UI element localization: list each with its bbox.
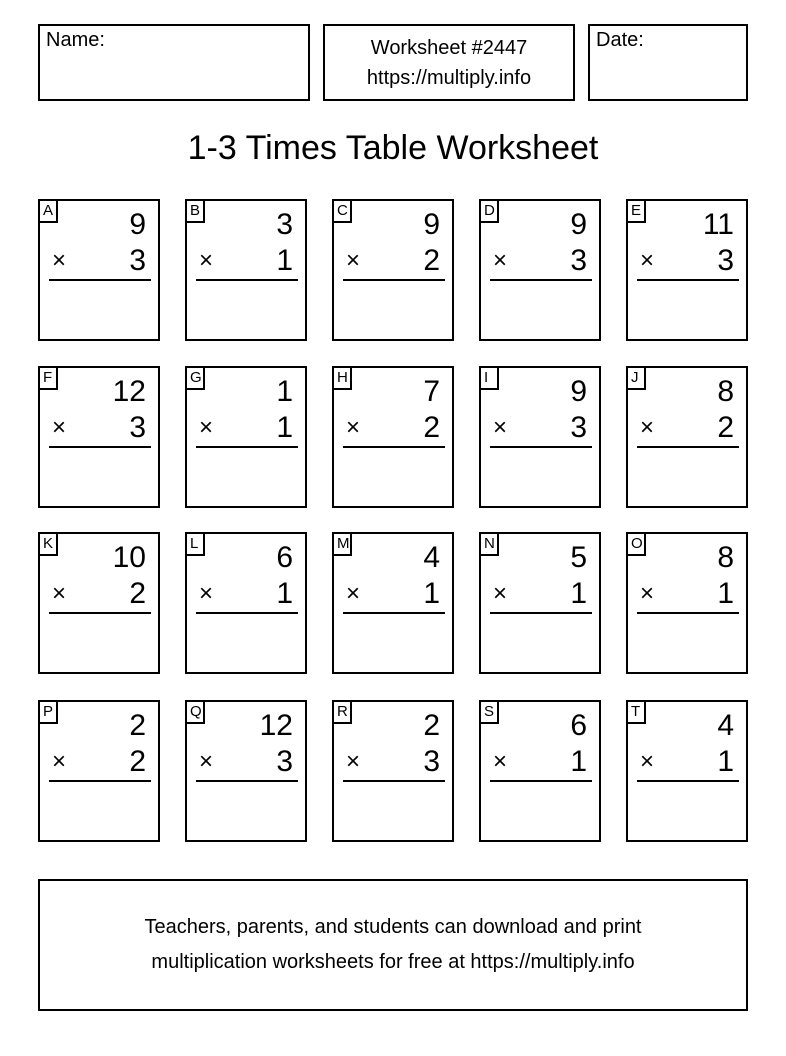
multiplicand: 12 (259, 709, 293, 742)
date-field-box (588, 24, 748, 101)
multiplicand: 9 (129, 208, 146, 241)
answer-line (343, 446, 445, 448)
multiplicand: 8 (717, 375, 734, 408)
multiplier: 1 (276, 244, 293, 277)
problem-letter: A (38, 199, 58, 223)
answer-line (637, 612, 739, 614)
date-label: Date: (596, 29, 644, 51)
problem-l (185, 532, 307, 674)
problem-j (626, 366, 748, 508)
multiplicand: 4 (717, 709, 734, 742)
problem-letter: H (332, 366, 352, 390)
multiplicand: 4 (423, 541, 440, 574)
problem-d (479, 199, 601, 341)
problem-letter: N (479, 532, 499, 556)
times-symbol: × (199, 748, 214, 775)
times-symbol: × (52, 580, 67, 607)
problem-i (479, 366, 601, 508)
multiplier: 3 (570, 411, 587, 444)
times-symbol: × (493, 748, 508, 775)
worksheet-number: Worksheet #2447 (370, 36, 528, 59)
multiplicand: 9 (570, 208, 587, 241)
answer-line (343, 612, 445, 614)
problem-f (38, 366, 160, 508)
problem-letter: O (626, 532, 646, 556)
answer-line (196, 612, 298, 614)
answer-line (637, 780, 739, 782)
answer-line (196, 780, 298, 782)
answer-line (490, 446, 592, 448)
problem-letter: G (185, 366, 205, 390)
answer-line (49, 780, 151, 782)
multiplicand: 9 (570, 375, 587, 408)
multiplier: 3 (129, 411, 146, 444)
multiplier: 3 (423, 745, 440, 778)
answer-line (49, 279, 151, 281)
times-symbol: × (52, 414, 67, 441)
answer-line (637, 279, 739, 281)
problem-letter: E (626, 199, 646, 223)
problem-letter: J (626, 366, 646, 390)
problem-letter: D (479, 199, 499, 223)
times-symbol: × (640, 414, 655, 441)
problem-a (38, 199, 160, 341)
multiplicand: 6 (570, 709, 587, 742)
times-symbol: × (346, 580, 361, 607)
problem-letter: M (332, 532, 352, 556)
problem-b (185, 199, 307, 341)
multiplier: 3 (717, 244, 734, 277)
answer-line (196, 279, 298, 281)
problem-k (38, 532, 160, 674)
multiplicand: 2 (129, 709, 146, 742)
multiplicand: 10 (112, 541, 146, 574)
times-symbol: × (346, 247, 361, 274)
multiplicand: 2 (423, 709, 440, 742)
multiplier: 3 (570, 244, 587, 277)
problem-letter: C (332, 199, 352, 223)
multiplicand: 5 (570, 541, 587, 574)
page-title: 1-3 Times Table Worksheet (187, 129, 599, 167)
multiplier: 2 (129, 745, 146, 778)
multiplier: 1 (570, 745, 587, 778)
problem-t (626, 700, 748, 842)
multiplier: 1 (423, 577, 440, 610)
answer-line (49, 446, 151, 448)
problem-q (185, 700, 307, 842)
multiplier: 2 (129, 577, 146, 610)
times-symbol: × (493, 414, 508, 441)
multiplicand: 6 (276, 541, 293, 574)
times-symbol: × (52, 748, 67, 775)
times-symbol: × (52, 247, 67, 274)
problem-h (332, 366, 454, 508)
times-symbol: × (199, 414, 214, 441)
answer-line (490, 780, 592, 782)
multiplier: 1 (276, 577, 293, 610)
problem-letter: K (38, 532, 58, 556)
name-label: Name: (46, 29, 105, 51)
problem-letter: F (38, 366, 58, 390)
multiplier: 2 (423, 411, 440, 444)
problem-letter: S (479, 700, 499, 724)
problem-e (626, 199, 748, 341)
times-symbol: × (346, 414, 361, 441)
problem-g (185, 366, 307, 508)
multiplier: 1 (717, 577, 734, 610)
multiplicand: 9 (423, 208, 440, 241)
multiplier: 3 (276, 745, 293, 778)
name-field-box (38, 24, 310, 101)
times-symbol: × (199, 247, 214, 274)
times-symbol: × (493, 247, 508, 274)
footer-box (38, 879, 748, 1011)
answer-line (490, 612, 592, 614)
problem-letter: T (626, 700, 646, 724)
footer-line-2: multiplication worksheets for free at https://multiply.info (151, 951, 635, 973)
problem-letter: P (38, 700, 58, 724)
times-symbol: × (640, 247, 655, 274)
problem-letter: L (185, 532, 205, 556)
times-symbol: × (640, 580, 655, 607)
problem-r (332, 700, 454, 842)
problem-m (332, 532, 454, 674)
multiplier: 2 (423, 244, 440, 277)
problem-letter: Q (185, 700, 205, 724)
multiplier: 1 (276, 411, 293, 444)
problem-letter: R (332, 700, 352, 724)
times-symbol: × (493, 580, 508, 607)
multiplier: 2 (717, 411, 734, 444)
footer-line-1: Teachers, parents, and students can download and print (144, 916, 642, 938)
multiplier: 3 (129, 244, 146, 277)
multiplicand: 11 (702, 208, 734, 241)
answer-line (343, 279, 445, 281)
multiplier: 1 (717, 745, 734, 778)
answer-line (343, 780, 445, 782)
answer-line (637, 446, 739, 448)
multiplicand: 1 (276, 375, 293, 408)
problem-p (38, 700, 160, 842)
times-symbol: × (640, 748, 655, 775)
multiplicand: 3 (276, 208, 293, 241)
multiplicand: 12 (112, 375, 146, 408)
worksheet-url: https://multiply.info (366, 66, 532, 89)
problem-n (479, 532, 601, 674)
times-symbol: × (199, 580, 214, 607)
problem-letter: B (185, 199, 205, 223)
problem-s (479, 700, 601, 842)
problem-letter: I (479, 366, 499, 390)
answer-line (49, 612, 151, 614)
multiplicand: 8 (717, 541, 734, 574)
problem-o (626, 532, 748, 674)
problem-c (332, 199, 454, 341)
multiplier: 1 (570, 577, 587, 610)
multiplicand: 7 (423, 375, 440, 408)
times-symbol: × (346, 748, 361, 775)
answer-line (490, 279, 592, 281)
worksheet-info-box (323, 24, 575, 101)
answer-line (196, 446, 298, 448)
